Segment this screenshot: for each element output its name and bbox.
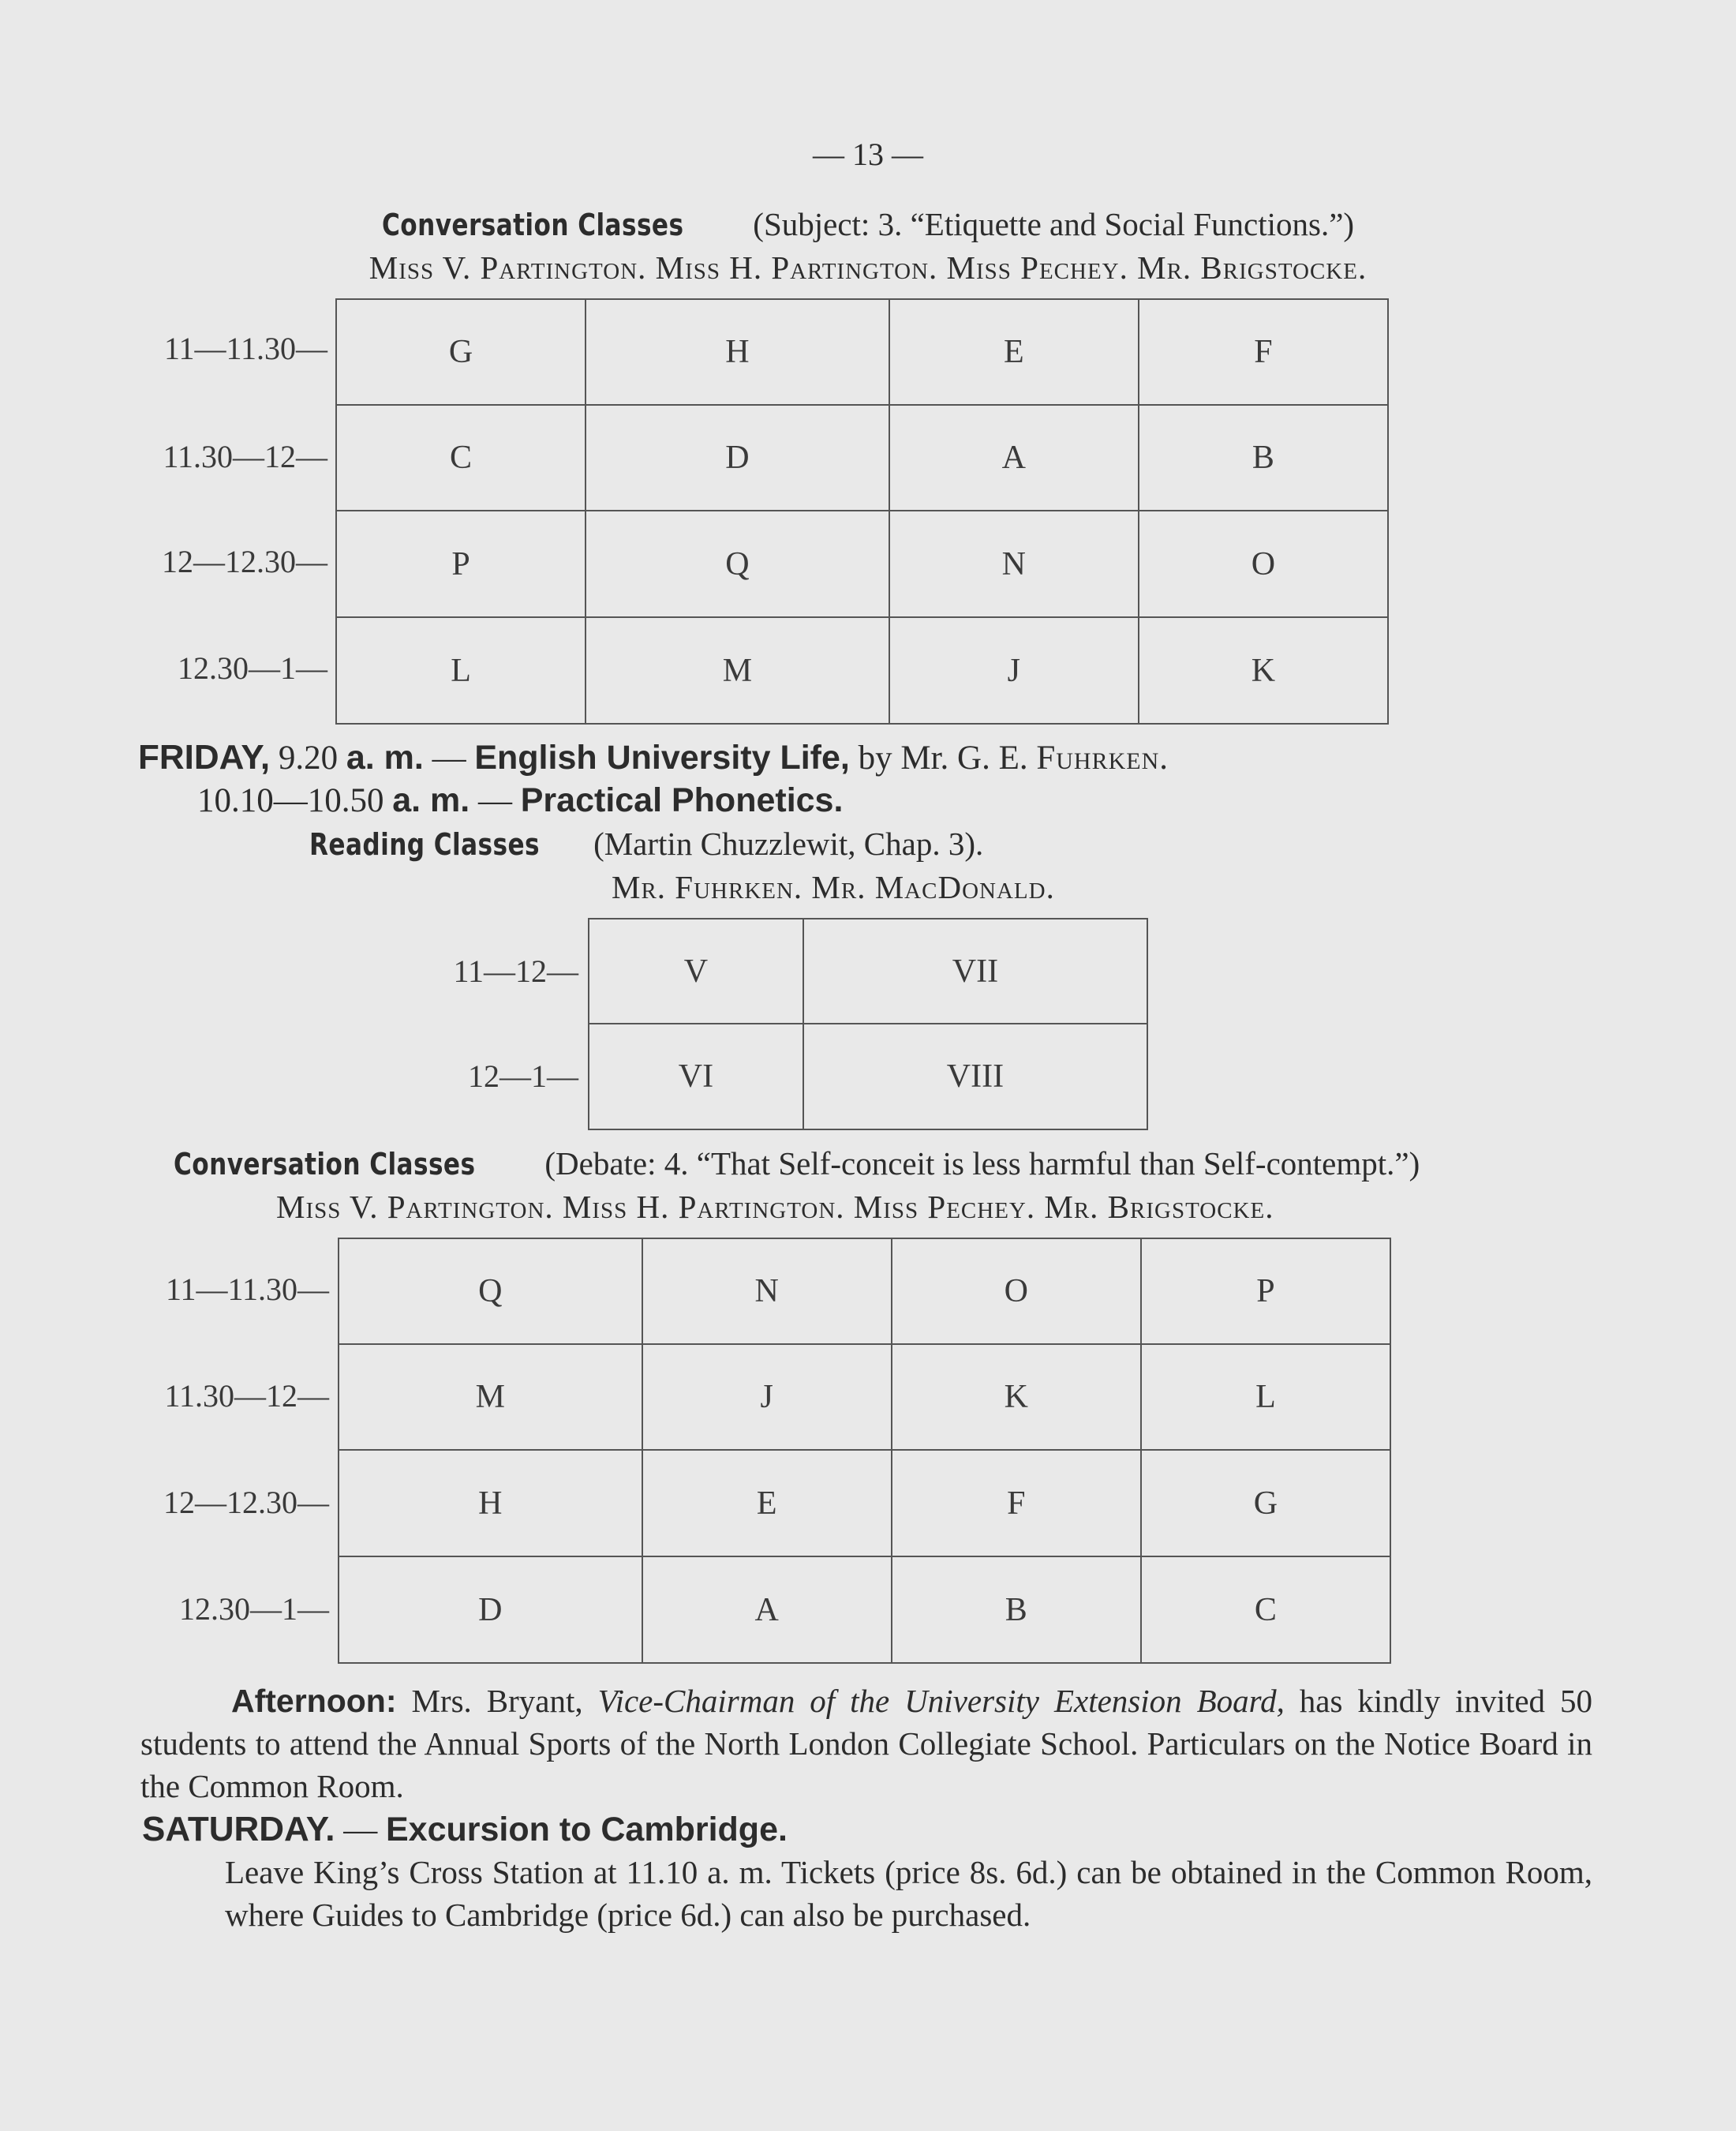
table-cell: H [586, 299, 889, 405]
time-label: 11—11.30— [163, 331, 327, 366]
table-cell: M [586, 617, 889, 724]
table-cell: P [336, 511, 586, 617]
conv1-label: Conversation Classes [381, 208, 684, 242]
table-cell: VI [589, 1024, 803, 1129]
table-cell: VIII [803, 1024, 1147, 1129]
friday-dash-2: — [470, 782, 521, 819]
table-cell: K [892, 1344, 1141, 1450]
table-cell: P [1141, 1238, 1390, 1344]
reading-subject: (Martin Chuzzlewit, Chap. 3). [593, 826, 984, 862]
table-cell: O [1139, 511, 1388, 617]
afternoon-text-1: Mrs. Bryant, [396, 1683, 598, 1719]
friday-time-2: 10.10—10.50 [197, 782, 384, 819]
table-cell: J [889, 617, 1139, 724]
reading-teachers: Mr. Fuhrken. Mr. MacDonald. [612, 869, 1055, 905]
conv1-subject: (Subject: 3. “Etiquette and Social Functions.”) [753, 206, 1355, 242]
table-cell: M [339, 1344, 642, 1450]
conv2-heading [174, 1144, 1420, 1182]
table-cell: G [1141, 1450, 1390, 1556]
reading-schedule-table [588, 918, 1148, 1130]
time-label: 12—12.30— [163, 1485, 329, 1520]
friday-by: by Mr. G. E. [849, 740, 1037, 777]
table-cell: Q [586, 511, 889, 617]
conv1-schedule-table [335, 298, 1389, 725]
friday-am-1: a. m. [346, 739, 424, 777]
time-label: 11—12— [453, 953, 578, 989]
saturday-title: Excursion to Cambridge. [386, 1811, 788, 1848]
conv2-teachers: Miss V. Partington. Miss H. Partington. Miss Pechey. Mr. Brigstocke. [276, 1189, 1274, 1225]
table-cell: A [642, 1556, 892, 1663]
afternoon-label: Afternoon: [231, 1683, 397, 1719]
table-cell: F [892, 1450, 1141, 1556]
table-cell: O [892, 1238, 1141, 1344]
time-label: 11.30—12— [164, 1378, 329, 1414]
table-cell: E [889, 299, 1139, 405]
table-cell: A [889, 405, 1139, 511]
afternoon-paragraph [140, 1680, 1592, 1807]
saturday-paragraph: Leave King’s Cross Station at 11.10 a. m. Tickets (price 8s. 6d.) can be obtained in the Common Room, where Guides to Cambridge (price 6d.) can also be purchased. [225, 1854, 1592, 1933]
afternoon-text-2: has kindly invited 50 students to attend the Annual Sports of the North London Collegiate School. Particulars on the Notice Board in the Common Room. [140, 1683, 1592, 1804]
friday-line-1 [138, 738, 1169, 777]
table-cell: F [1139, 299, 1388, 405]
afternoon-title: Vice-Chairman of the University Extension Board, [597, 1683, 1285, 1719]
friday-lecture-2: Practical Phonetics. [520, 781, 844, 819]
reading-heading [309, 825, 983, 863]
table-cell: E [642, 1450, 892, 1556]
table-cell: L [1141, 1344, 1390, 1450]
table-cell: B [1139, 405, 1388, 511]
conv1-heading [0, 205, 1736, 243]
table-cell: D [339, 1556, 642, 1663]
time-label: 12.30—1— [179, 1591, 329, 1627]
table-cell: Q [339, 1238, 642, 1344]
friday-dash-1: — [423, 740, 475, 777]
table-cell: K [1139, 617, 1388, 724]
table-cell: G [336, 299, 586, 405]
table-cell: B [892, 1556, 1141, 1663]
friday-am-2: a. m. [392, 781, 470, 819]
conv2-label: Conversation Classes [174, 1147, 476, 1182]
friday-lecturer: Fuhrken. [1036, 740, 1169, 777]
table-cell: V [589, 919, 803, 1024]
friday-line-2 [197, 781, 843, 820]
page-number: — 13 — [813, 137, 923, 172]
conv2-schedule-table [338, 1238, 1391, 1664]
time-label: 12—12.30— [162, 544, 327, 579]
table-cell: C [336, 405, 586, 511]
saturday-heading [142, 1810, 788, 1849]
conv1-teachers: Miss V. Partington. Miss H. Partington. Miss Pechey. Mr. Brigstocke. [369, 249, 1367, 286]
table-cell: L [336, 617, 586, 724]
table-cell: J [642, 1344, 892, 1450]
reading-label: Reading Classes [309, 827, 540, 862]
saturday-day: SATURDAY. [142, 1810, 335, 1848]
friday-time-1: 9.20 [278, 740, 339, 777]
time-label: 11.30—12— [163, 439, 327, 474]
table-cell: VII [803, 919, 1147, 1024]
table-cell: N [889, 511, 1139, 617]
time-label: 12.30—1— [178, 650, 327, 686]
friday-lecture-1: English University Life, [474, 739, 850, 777]
friday-day: FRIDAY, [138, 738, 271, 777]
table-cell: C [1141, 1556, 1390, 1663]
conv2-subject: (Debate: 4. “That Self-conceit is less harmful than Self-contempt.”) [544, 1145, 1420, 1182]
table-cell: D [586, 405, 889, 511]
table-cell: N [642, 1238, 892, 1344]
time-label: 11—11.30— [165, 1271, 329, 1307]
table-cell: H [339, 1450, 642, 1556]
time-label: 12—1— [468, 1058, 578, 1094]
saturday-dash: — [335, 1811, 386, 1848]
